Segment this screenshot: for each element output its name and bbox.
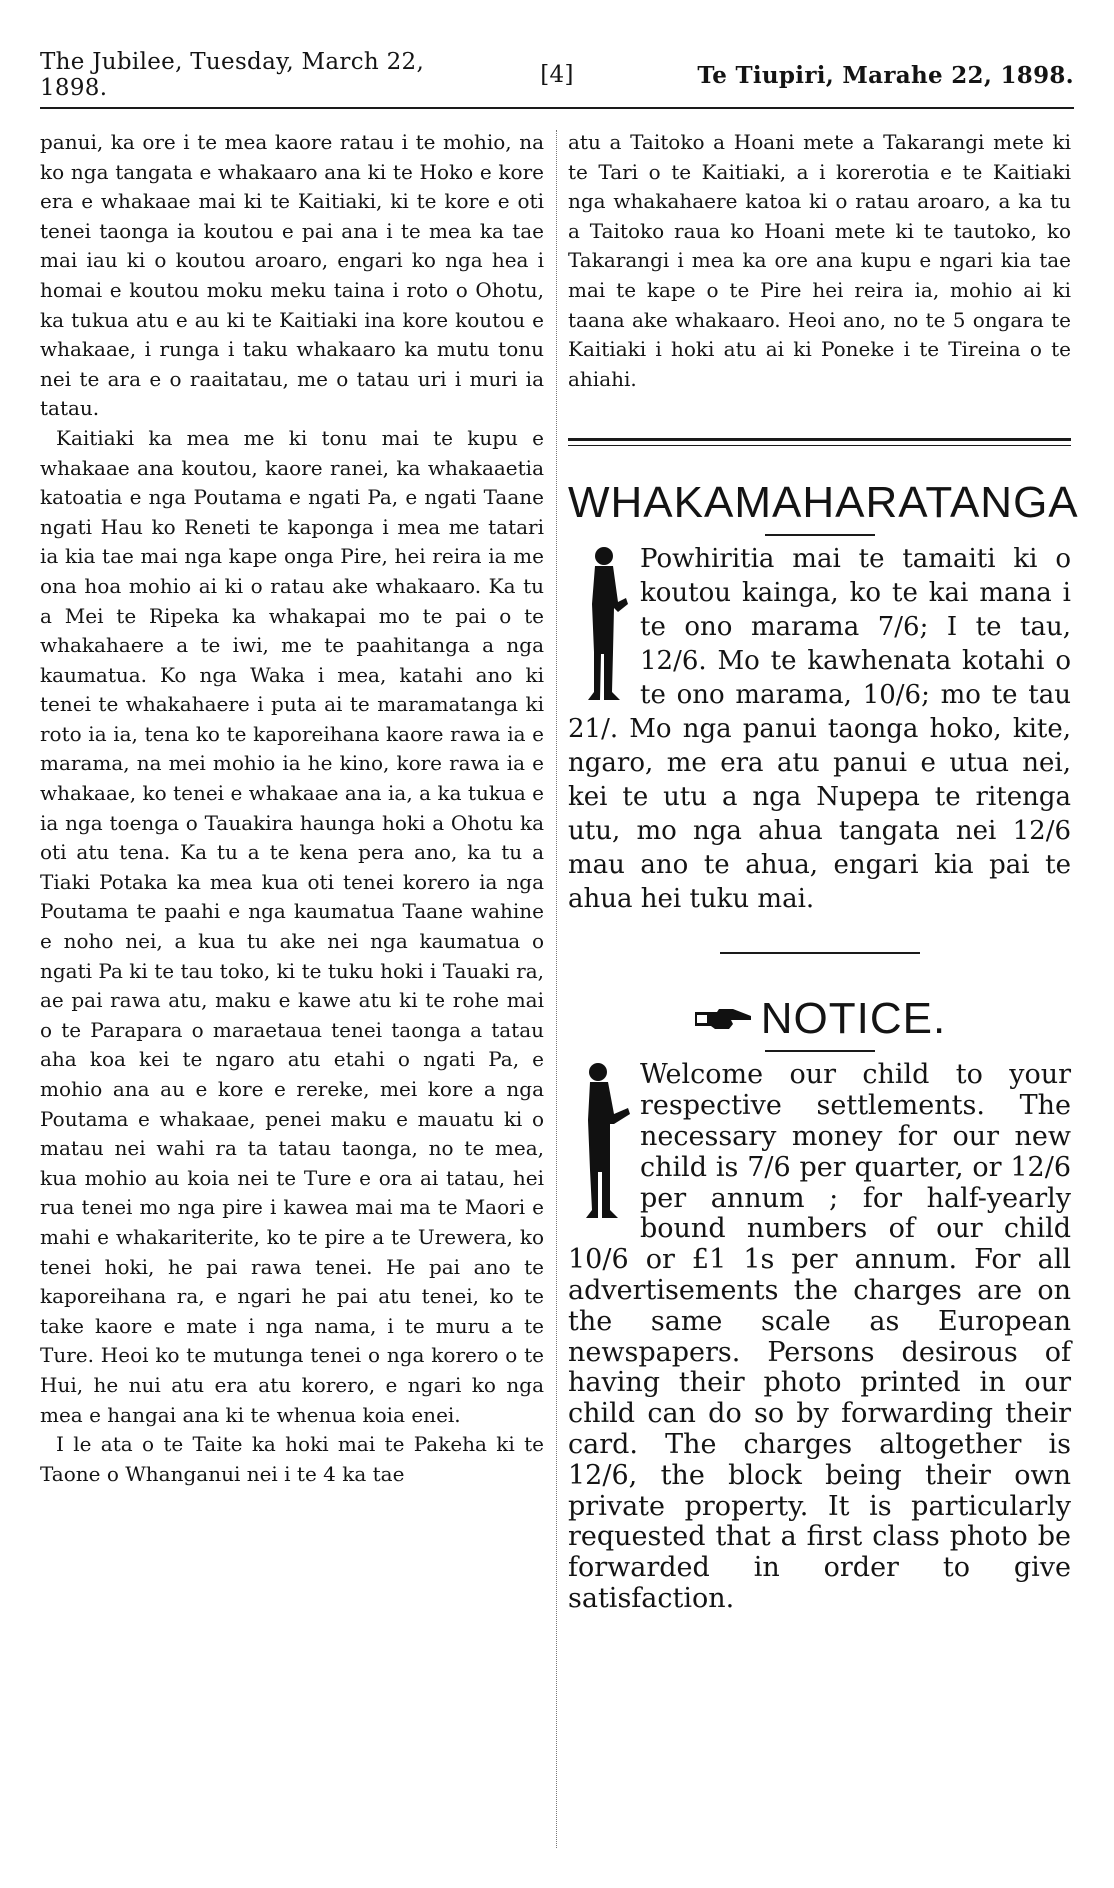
page-header xyxy=(40,49,1074,101)
column-divider xyxy=(556,130,557,1848)
notice-english xyxy=(568,1060,1071,1614)
notice-maori-title: WHAKAMAHARATANGA xyxy=(568,478,1079,528)
paragraph: I le ata o te Taite ka hoki mai te Pakeha ki te Taone o Whanganui nei i te 4 ka tae xyxy=(40,1432,544,1486)
notice-maori xyxy=(568,542,1071,916)
header-rule xyxy=(40,107,1074,109)
notice-english-text: Welcome our child to your respective settlements. The necessary money for our new child is 7/6 per quarter, or 12/6 per annum ; for half-yearly bound numbers of our child 10/6 or £1 1s per annum. For all advertisements the charges are on the same scale as European newspapers. Persons desirous of having their photo printed in our child can do so by forwarding their card. The charges altogether is 12/6, the block being their own private property. It is particularly requested that a first class photo be forwarded in order to give satisfaction. xyxy=(568,1059,1071,1614)
continued-article: atu a Taitoko a Hoani mete a Takarangi mete ki te Tari o te Kaitiaki, a i korerotia e te Kaitiaki nga whakahaere katoa ki o ratau aroaro, a ka tu a Taitoko raua ko Hoani mete ki te tautoko, ko Takarangi i mea ka ore ana kupu e ngari kia tae mai te kape o te Pire hei reira ia, mohio ai ki taana ake whakaaro. Heoi ano, no te 5 ongara te Kaitiaki i hoki atu ai ki Poneke i te Tireina o te ahiahi. xyxy=(568,130,1071,391)
pointing-hand-icon xyxy=(693,1006,753,1032)
notice-maori-text: Powhiritia mai te tamaiti ki o koutou kainga, ko te kai mana i te ono marama 7/6; I te tau, 12/6. Mo te kawhenata kotahi o te ono marama, 10/6; mo te tau 21/. Mo nga panui taonga hoko, kite, ngaro, me era atu panui e utua nei, kei te utu a nga Nupepa te ritenga utu, mo nga ahua tangata nei 12/6 mau ano te ahua, engari kia pai te ahua hei tuku mai. xyxy=(568,544,1071,915)
figure-silhouette-icon xyxy=(568,1060,640,1224)
figure-silhouette-icon xyxy=(568,542,640,706)
page-number: [4] xyxy=(540,62,574,88)
section-rule xyxy=(720,952,920,954)
notice-english-heading xyxy=(568,994,1071,1044)
section-double-rule xyxy=(568,438,1071,446)
right-column xyxy=(568,128,1079,1615)
header-english-date: The Jubilee, Tuesday, March 22, 1898. xyxy=(40,49,425,101)
paragraph: Kaitiaki ka mea me ki tonu mai te kupu e whakaae ana koutou, kaore ranei, ka whakaaetia katoatia e nga Poutama e ngati Pa, e ngati Taane ngati Hau ko Reneti te kaponga i mea me tatari ia kia tae mai nga kape onga Pire, hei reira ia me ona hoa mohio ai ki o ratau ake whakaaro. Ka tu a Mei te Ripeka ka whakapai mo te pai o te whakahaere a te iwi, me te paahitanga a nga kaumatua. Ko nga Waka i mea, katahi ano ki tenei te whakahaere i puta ai te maramatanga ki roto ia ia, tena ko te kaporeihana kaore rawa ia e marama, na mei mohio ia he kino, kore rawa ia e whakaae, ko tenei e whakaae ana ia, a ka tukua e ia nga toenga o Tauakira haunga hoki a Ohotu ka oti atu tena. Ka tu a te kena pera ano, ka tu a Tiaki Potaka ka mea kua oti tenei korero ia nga Poutama te paahi e nga kaumatua Taane wahine e noho nei, a kua tu ake nei nga kaumatua o ngati Pa ki te tau toko, ki te tuku hoki i Tauaki ra, ae pai rawa atu, maku e kawe atu ki te rohe mai o te Parapara o maraetaua tenei taonga a tatau aha koa kei te ngaro atu etahi o ngati Pa, e mohio ana au e kore e rereke, mei kore a nga Poutama e whakaae, penei maku e mauatu ki o matau nei wahi ra ta tatau taonga, no te mea, kua mohio au koia nei te Ture e ora ai tatau, hei rua tenei mo nga pire i kawea mai ma te Maori e mahi e whakariterite, ko te pire a te Urewera, ko tenei hoki, he pai rawa tenei. He pai ano te kaporeihana ra, e ngari he pai atu tenei, ko te take kaore e mate i nga nama, i te muru a te Ture. Heoi ko te mutunga tenei o nga korero o te Hui, he nui atu era atu korero, e ngari ko nga mea e hangai ana ki te whenua koia enei. xyxy=(40,425,544,1427)
header-maori-date: Te Tiupiri, Marahe 22, 1898. xyxy=(697,61,1074,89)
notice-english-title: NOTICE. xyxy=(760,994,947,1044)
title-underline xyxy=(765,534,875,536)
title-underline xyxy=(765,1050,875,1052)
left-column xyxy=(40,128,544,1489)
paragraph: panui, ka ore i te mea kaore ratau i te mohio, na ko nga tangata e whakaaro ana ki te Hoko e kore era e whakaae mai ki te Kaitiaki, ki te kore e oti tenei taonga ia koutou e pai ana i te mea ka tae mai iau ki o koutou aroaro, engari ko nga hea i homai e koutou moku meku taina i roto o Ohotu, ka tukua atu e au ki te Kaitiaki ina kore koutou e whakaae, i runga i taku whakaaro ka mutu tonu nei te ara e o raaitatau, me o tatau uri i muri ia tatau. xyxy=(40,130,544,421)
